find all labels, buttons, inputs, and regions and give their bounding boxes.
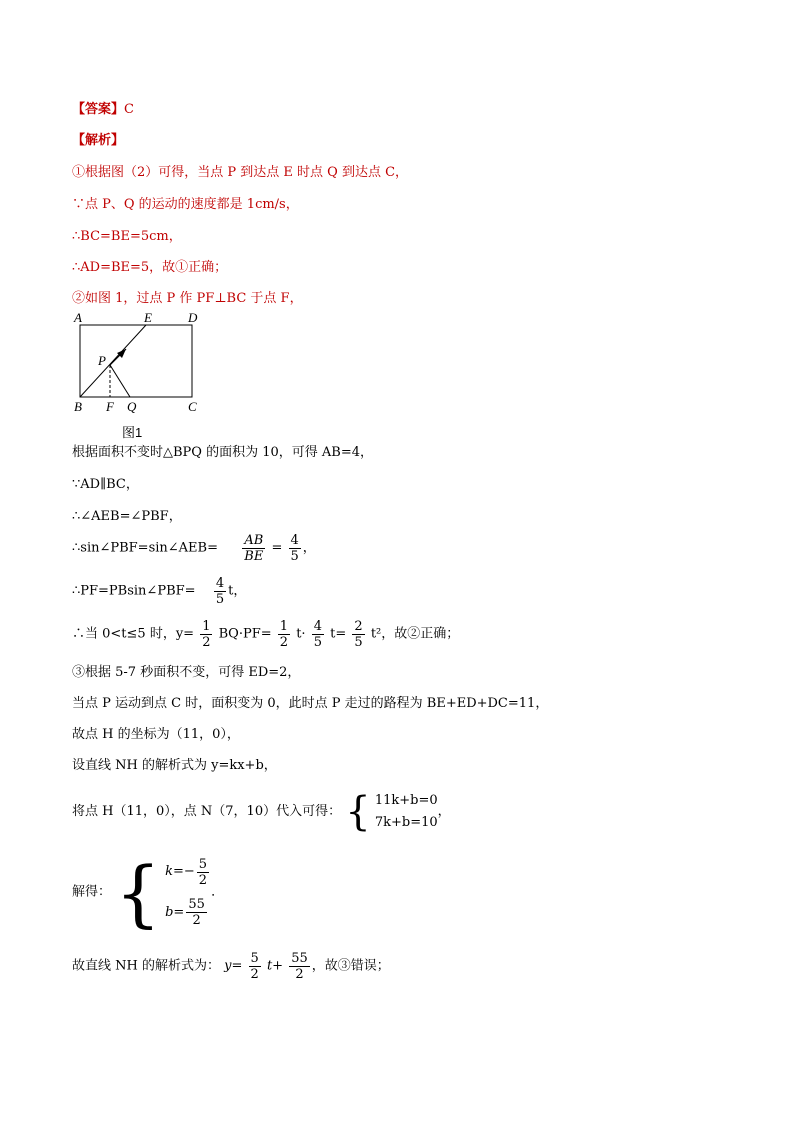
- fraction-1-2: $\frac{1}{2}$: [202, 619, 211, 650]
- line-6: 根据面积不变时△BPQ 的面积为 10，可得 AB=4，: [72, 445, 373, 460]
- figure-1-diagram: [72, 309, 212, 421]
- line-13: 当点 P 运动到点 C 时，面积变为 0，此时点 P 走过的路程为 BE+ED+DC=11，: [72, 696, 549, 711]
- line-11: ∴当 0<t≤5 时，y= $\frac{1}{2}$ BQ·PF= $\frac{1}{2}$ t· $\frac{4}{5}$ t= $\frac{2}{5}$ t²，故②正确；: [72, 619, 460, 650]
- fraction-5-2: $\frac{5}{2}$: [198, 856, 208, 888]
- label-e: E: [144, 310, 152, 325]
- line-17: 解得： { k=− $\frac{5}{2}$ b= $\frac{55}{2}$ ．: [72, 850, 225, 935]
- line-18: 故直线 NH 的解析式为： y= $\frac{5}{2}$ t+ $\frac{55}{2}$ ，故③错误；: [72, 951, 390, 982]
- line-14: 故点 H 的坐标为（11，0），: [72, 727, 240, 742]
- line-7: ∵AD∥BC，: [72, 477, 139, 492]
- line-12: ③根据 5-7 秒面积不变，可得 ED=2，: [72, 665, 301, 680]
- label-c: C: [188, 399, 197, 414]
- fraction-55-2: $\frac{55}{2}$: [188, 897, 205, 928]
- fraction-2-5: $\frac{2}{5}$: [354, 619, 363, 650]
- line-10: ∴PF=PBsin∠PBF= $\frac{4}{5}$ t，: [72, 576, 247, 607]
- fraction-1-2-b: $\frac{1}{2}$: [279, 619, 289, 650]
- line-9: ∴sin∠PBF=sin∠AEB= $\frac{AB}{BE}$ = $\frac{4}{5}$ ，: [72, 533, 316, 564]
- label-p: P: [98, 353, 106, 368]
- segment-pq: [110, 365, 130, 397]
- label-f: F: [106, 399, 114, 414]
- line-4: ∴AD=BE=5，故①正确；: [72, 260, 228, 275]
- solution-system: k=− $\frac{5}{2}$ b= $\frac{55}{2}$: [165, 856, 208, 928]
- label-d: D: [188, 310, 198, 325]
- line-15: 设直线 NH 的解析式为 y=kx+b，: [72, 758, 277, 773]
- line-1: ①根据图（2）可得，当点 P 到达点 E 时点 Q 到达点 C，: [72, 165, 409, 180]
- analysis-label: 【解析】: [72, 133, 125, 148]
- answer-line: [72, 101, 134, 119]
- answer-value: C: [124, 102, 134, 117]
- label-b: B: [74, 399, 82, 414]
- solution-brace: {: [115, 850, 161, 935]
- fraction-4-5-c: $\frac{4}{5}$: [313, 619, 322, 650]
- fraction-ab-be: $\frac{AB}{BE}$: [244, 533, 264, 564]
- fraction-55-2-b: $\frac{55}{2}$: [291, 951, 308, 982]
- fraction-4-5-b: $\frac{4}{5}$: [215, 576, 225, 607]
- segment-be: [80, 325, 146, 397]
- label-a: A: [74, 310, 82, 325]
- figure-caption: 图1: [122, 425, 143, 440]
- fraction-4-5: $\frac{4}{5}$: [290, 533, 299, 564]
- line-3: ∴BC=BE=5cm，: [72, 229, 182, 244]
- line-16: 将点 H（11，0），点 N（7，10）代入可得： { 11k+b=0 7k+b=10 ，: [72, 789, 451, 835]
- system-brace: {: [345, 789, 371, 835]
- label-q: Q: [127, 399, 137, 414]
- line-8: ∴∠AEB=∠PBF，: [72, 509, 182, 524]
- line-5: ②如图 1，过点 P 作 PF⊥BC 于点 F，: [72, 291, 303, 306]
- answer-label: 【答案】: [72, 102, 125, 117]
- equation-system: 11k+b=0 7k+b=10: [374, 793, 438, 830]
- line-2: ∵点 P、Q 的运动的速度都是 1cm/s，: [72, 197, 299, 212]
- fraction-5-2-b: $\frac{5}{2}$: [250, 951, 259, 982]
